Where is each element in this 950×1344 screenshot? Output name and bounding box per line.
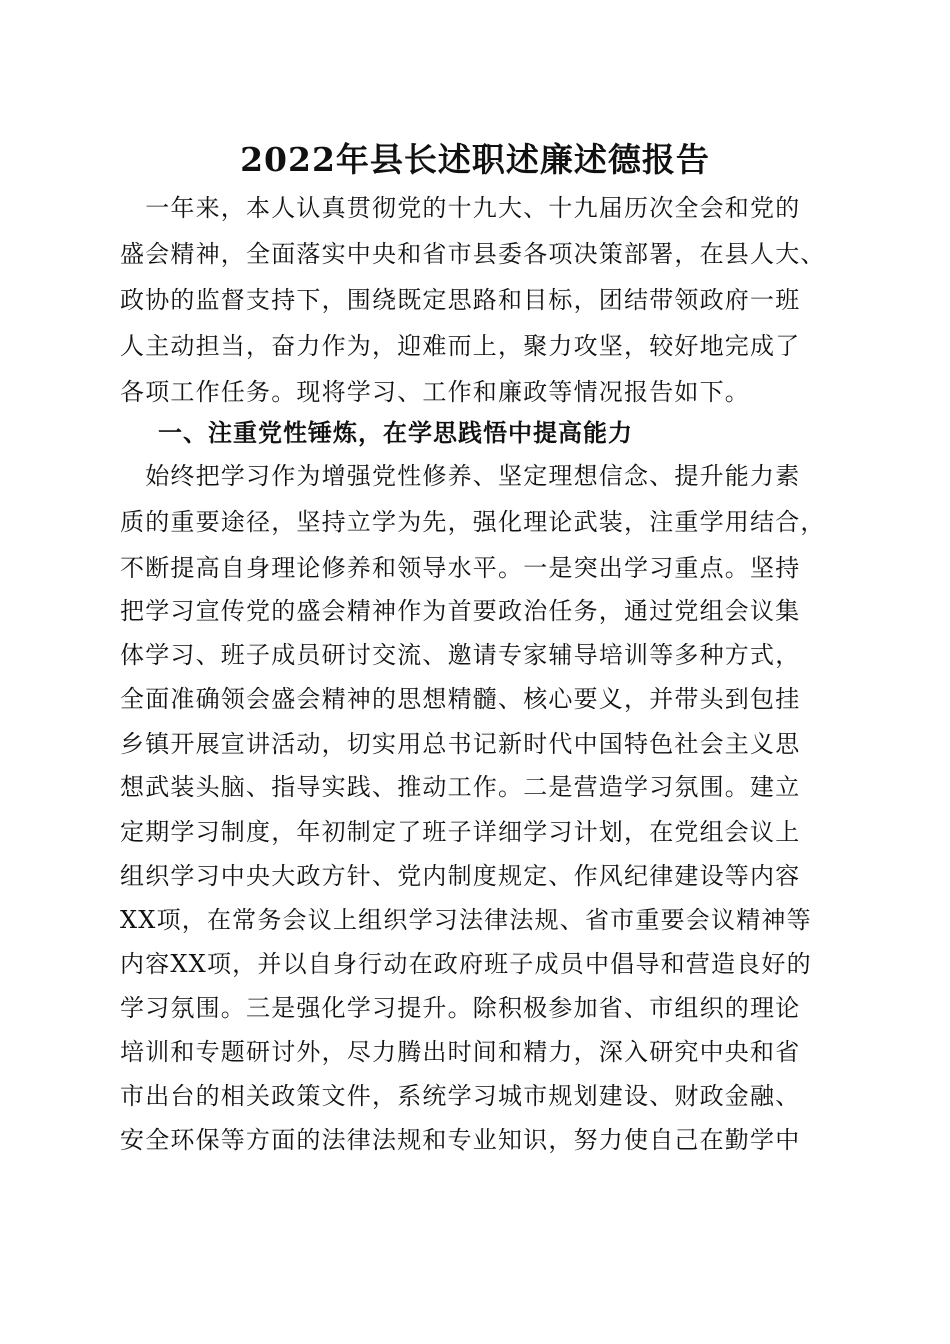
paragraph-line: 全面准确领会盛会精神的思想精髓、核心要义，并带头到包挂: [120, 685, 801, 713]
paragraph-line: 培训和专题研讨外，尽力腾出时间和精力，深入研究中央和省: [120, 1038, 801, 1066]
paragraph-line: 定期学习制度，年初制定了班子详细学习计划，在党组会议上: [120, 818, 801, 846]
paragraph-line: 政协的监督支持下，围绕既定思路和目标，团结带领政府一班: [120, 286, 801, 314]
paragraph-line: 内容XX项，并以自身行动在政府班子成员中倡导和营造良好的: [120, 950, 812, 978]
section-heading: 一、注重党性锤炼，在学思践悟中提高能力: [158, 419, 633, 447]
paragraph-line: 始终把学习作为增强党性修养、坚定理想信念、提升能力素: [120, 462, 801, 490]
paragraph-line: 学习氛围。三是强化学习提升。除积极参加省、市组织的理论: [120, 994, 801, 1022]
paragraph-line: 乡镇开展宣讲活动，切实用总书记新时代中国特色社会主义思: [120, 730, 801, 758]
paragraph-line: 各项工作任务。现将学习、工作和廉政等情况报告如下。: [120, 378, 750, 406]
paragraph-line: XX项，在常务会议上组织学习法律法规、省市重要会议精神等: [120, 906, 812, 934]
paragraph-line: 一年来，本人认真贯彻党的十九大、十九届历次全会和党的: [120, 194, 801, 222]
paragraph-line: 体学习、班子成员研讨交流、邀请专家辅导培训等多种方式，: [120, 641, 801, 669]
paragraph-line: 盛会精神，全面落实中央和省市县委各项决策部署，在县人大、: [120, 240, 826, 268]
paragraph-line: 安全环保等方面的法律法规和专业知识，努力使自己在勤学中: [120, 1126, 801, 1154]
paragraph-line: 不断提高自身理论修养和领导水平。一是突出学习重点。坚持: [120, 554, 801, 582]
paragraph-line: 人主动担当，奋力作为，迎难而上，聚力攻坚，较好地完成了: [120, 332, 801, 360]
paragraph-line: 把学习宣传党的盛会精神作为首要政治任务，通过党组会议集: [120, 597, 801, 625]
paragraph-line: 想武装头脑、指导实践、推动工作。二是营造学习氛围。建立: [120, 773, 801, 801]
paragraph-line: 组织学习中央大政方针、党内制度规定、作风纪律建设等内容: [120, 862, 801, 890]
paragraph-line: 市出台的相关政策文件，系统学习城市规划建设、财政金融、: [120, 1082, 801, 1110]
paragraph-line: 质的重要途径，坚持立学为先，强化理论武装，注重学用结合，: [120, 508, 826, 536]
document-title: 2022年县长述职述廉述德报告: [240, 140, 710, 179]
